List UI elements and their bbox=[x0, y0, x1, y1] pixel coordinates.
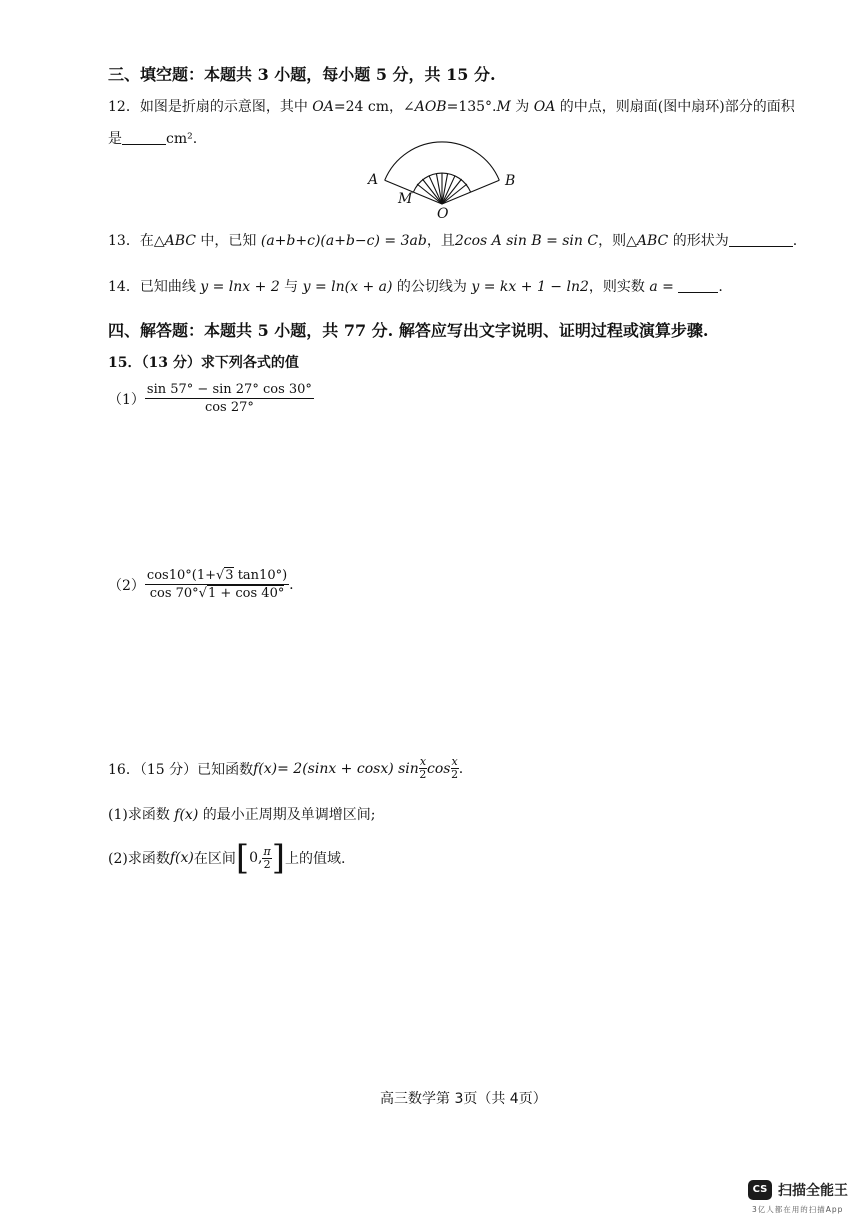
page-footer: 高三数学第 3页（共 4页） bbox=[380, 1091, 547, 1107]
camscanner-name: 扫描全能王 bbox=[778, 1183, 848, 1199]
question-14: 14．已知曲线 y = lnx + 2 与 y = ln(x + a) 的公切线为 y = kx + 1 − ln2，则实数 a = . bbox=[108, 279, 723, 295]
fraction-x-over-2: x 2 bbox=[451, 755, 459, 781]
answer-blank-14[interactable] bbox=[678, 278, 718, 293]
answer-blank-13[interactable] bbox=[729, 232, 793, 247]
camscanner-logo-icon: CS bbox=[748, 1180, 772, 1200]
camscanner-tagline: 3亿人都在用的扫描App bbox=[752, 1205, 844, 1214]
question-16-header: 16．（15 分）已知函数 f (x) = 2(sinx + cosx) sin x 2 cos x 2 . bbox=[108, 755, 464, 781]
question-16-part2: (2)求函数 f (x) 在区间 [ 0, π 2 ] 上的值域. bbox=[108, 838, 346, 878]
part-1-label: （1） bbox=[108, 391, 145, 408]
label-m: M bbox=[398, 191, 413, 207]
label-o: O bbox=[437, 206, 449, 220]
section-3-title: 三、填空题：本题共 3 小题，每小题 5 分，共 15 分. bbox=[108, 65, 496, 84]
label-a: A bbox=[368, 172, 379, 188]
expression-2: $\frac{\cos 10^\circ(1+√3 \tan 10^\circ)}{\cos 70^\circ√1 + \cos 40^\circ}$ bbox=[146, 568, 288, 601]
question-16-part1: (1)求函数 f(x) 的最小正周期及单调增区间; bbox=[108, 807, 376, 823]
question-12-line1: 12．如图是折扇的示意图，其中 OA=24 cm，∠AOB=135°.M 为 OA 的中点，则扇面(图中扇环)部分的面积 bbox=[108, 99, 795, 115]
question-15-part1 bbox=[108, 382, 314, 415]
fraction-pi-over-2: π 2 bbox=[263, 844, 271, 871]
answer-blank-12[interactable] bbox=[122, 130, 166, 145]
expression-1: $\frac{\sin 57^\circ - \sin 27^\circ \cos 30^\circ}{\cos 27^\circ}$ bbox=[146, 382, 312, 415]
question-12-line2: 是 cm². bbox=[108, 131, 198, 147]
section-4-title: 四、解答题：本题共 5 小题，共 77 分. 解答应写出文字说明、证明过程或演算步骤. bbox=[108, 321, 709, 340]
part-2-label: （2） bbox=[108, 577, 145, 594]
question-15-part2: （2） $\frac{\cos 10^\circ(1+√3 \tan 10^\circ)}{\cos 70^\circ√1 + \cos 40^\circ}$ . bbox=[108, 568, 294, 601]
folding-fan-figure bbox=[360, 134, 530, 220]
question-13: 13．在△ABC 中，已知 (a+b+c)(a+b−c) = 3ab，且2cos A sin B = sin C，则△ABC 的形状为 . bbox=[108, 233, 798, 249]
fraction-x-over-2: x 2 bbox=[419, 755, 427, 781]
question-15-header: 15．（13 分）求下列各式的值 bbox=[108, 355, 299, 371]
label-b: B bbox=[505, 173, 516, 189]
